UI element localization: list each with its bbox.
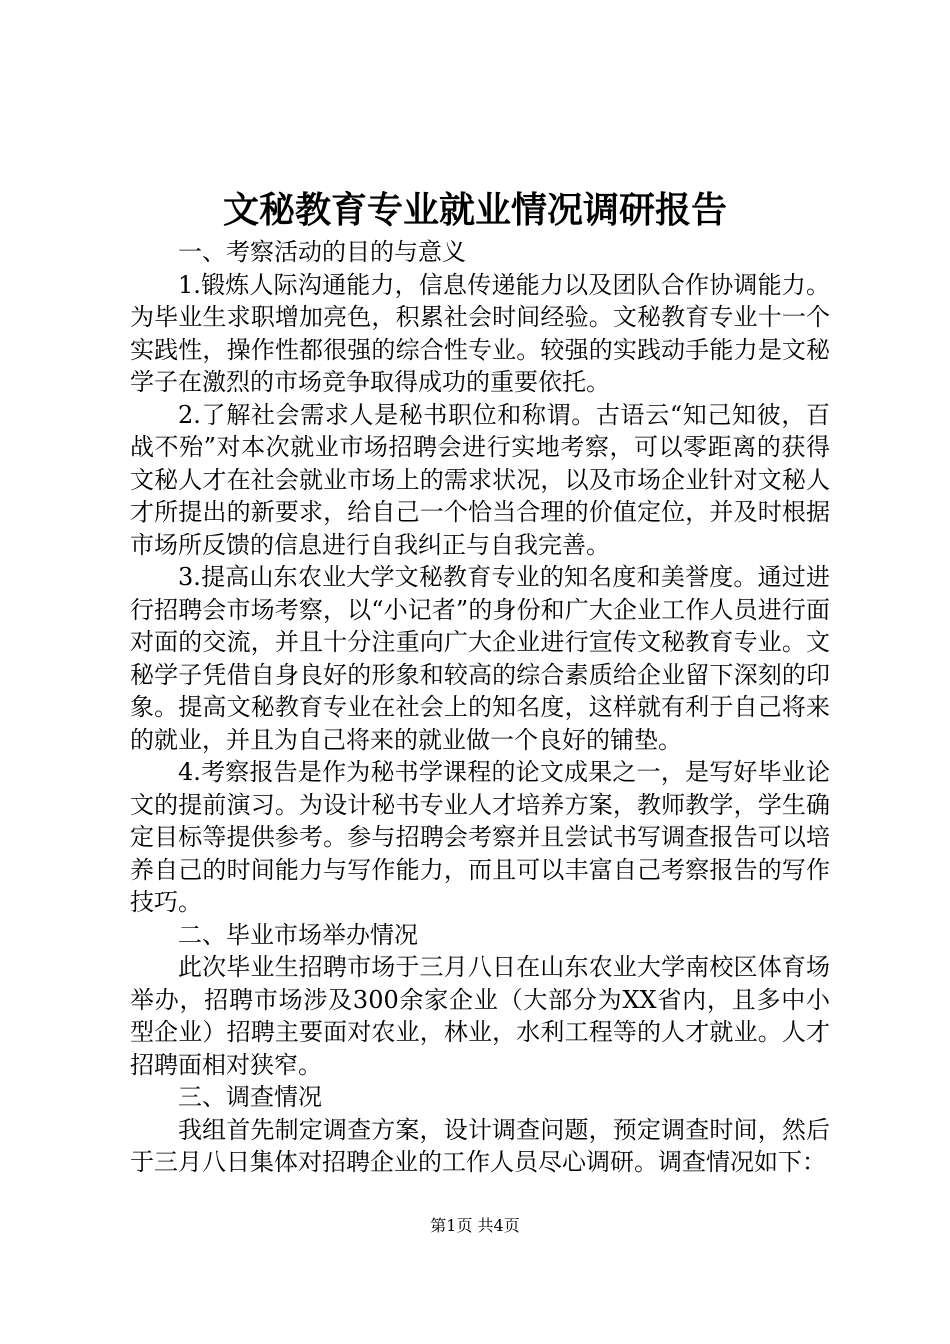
document-body (130, 236, 830, 1179)
paragraph-1: 1.锻炼人际沟通能力，信息传递能力以及团队合作协调能力。为毕业生求职增加亮色，积累社会时间经验。文秘教育专业十一个实践性，操作性都很强的综合性专业。较强的实践动手能力是文秘学子在激烈的市场竞争取得成功的重要依托。 (130, 270, 830, 396)
paragraph-6: 我组首先制定调查方案，设计调查问题，预定调查时间，然后于三月八日集体对招聘企业的工作人员尽心调研。调查情况如下： (130, 1115, 830, 1176)
paragraph-4: 4.考察报告是作为秘书学课程的论文成果之一，是写好毕业论文的提前演习。为设计秘书专业人才培养方案，教师教学，学生确定目标等提供参考。参与招聘会考察并且尝试书写调查报告可以培养自己的时间能力与写作能力，而且可以丰富自己考察报告的写作技巧。 (130, 758, 830, 916)
section-heading-1: 一、考察活动的目的与意义 (178, 238, 466, 266)
paragraph-3: 3.提高山东农业大学文秘教育专业的知名度和美誉度。通过进行招聘会市场考察，以“小记者”的身份和广大企业工作人员进行面对面的交流，并且十分注重向广大企业进行宣传文秘教育专业。文秘学子凭借自身良好的形象和较高的综合素质给企业留下深刻的印象。提高文秘教育专业在社会上的知名度，这样就有利于自己将来的就业，并且为自己将来的就业做一个良好的铺垫。 (130, 563, 830, 754)
page-footer: 第1页 共4页 (430, 1216, 520, 1235)
paragraph-5: 此次毕业生招聘市场于三月八日在山东农业大学南校区体育场举办，招聘市场涉及300余家企业（大部分为XX省内，且多中小型企业）招聘主要面对农业，林业，水利工程等的人才就业。人才招聘面相对狭窄。 (130, 953, 830, 1079)
document-title: 文秘教育专业就业情况调研报告 (222, 189, 727, 231)
paragraph-2: 2.了解社会需求人是秘书职位和称谓。古语云“知己知彼，百战不殆”对本次就业市场招聘会进行实地考察，可以零距离的获得文秘人才在社会就业市场上的需求状况，以及市场企业针对文秘人才所提出的新要求，给自己一个恰当合理的价值定位，并及时根据市场所反馈的信息进行自我纠正与自我完善。 (130, 400, 830, 559)
section-heading-2: 二、毕业市场举办情况 (178, 920, 418, 949)
section-heading-3: 三、调查情况 (178, 1083, 322, 1111)
